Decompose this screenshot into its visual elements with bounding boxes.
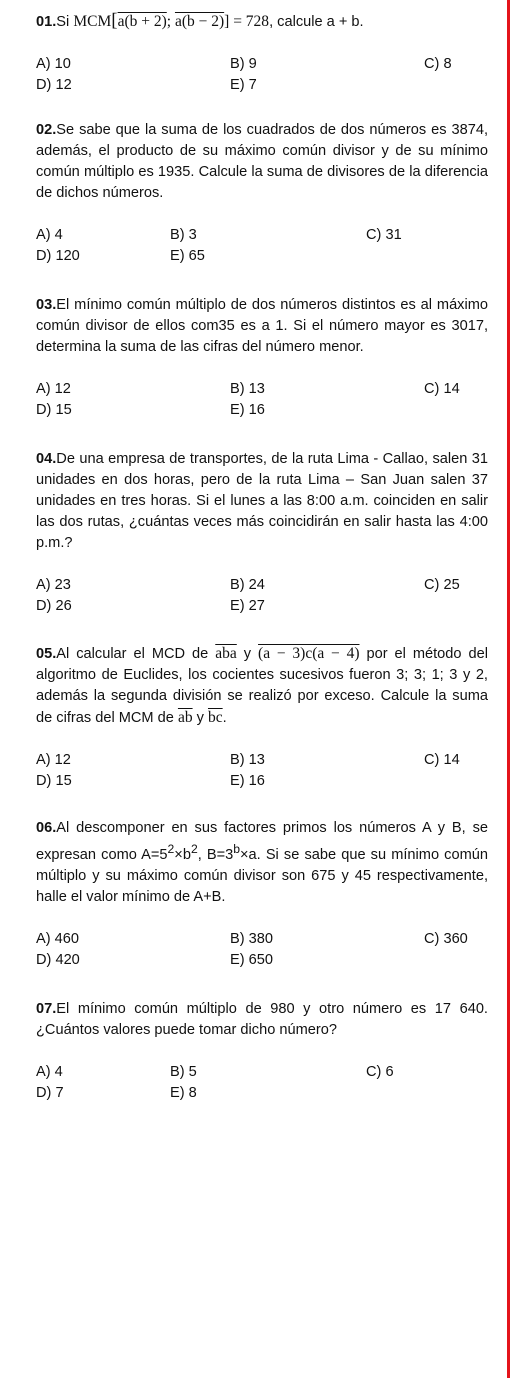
options-list xyxy=(36,929,488,971)
option-c[interactable]: C) 31 xyxy=(366,227,402,243)
option-d[interactable]: D) 15 xyxy=(36,402,72,418)
question-statement xyxy=(36,10,488,33)
option-d[interactable]: D) 15 xyxy=(36,773,72,789)
statement-text: Al descomponer en sus factores primos los números A y B, se expresan como A=5 xyxy=(36,820,488,863)
option-c[interactable]: C) 14 xyxy=(424,752,460,768)
math-overline-term: $\overline{aba}$ xyxy=(215,645,237,662)
question-statement xyxy=(36,449,488,554)
option-e[interactable]: E) 27 xyxy=(230,598,265,614)
statement-text: ×b xyxy=(174,846,191,863)
option-a[interactable]: A) 12 xyxy=(36,381,71,397)
question-number: 06. xyxy=(36,820,57,836)
options-list xyxy=(36,225,488,267)
question-07 xyxy=(36,999,488,1104)
exponent: 2 xyxy=(190,842,198,856)
options-list xyxy=(36,1062,488,1104)
question-04 xyxy=(36,449,488,617)
question-number: 02. xyxy=(36,122,57,138)
option-a[interactable]: A) 4 xyxy=(36,1063,63,1080)
options-list xyxy=(36,379,488,421)
statement-text: ×a. Si se sabe que su mínimo común múltiplo y su máximo común divisor son 675 y 45 respectivamente, halle el valor mínimo de A+B. xyxy=(36,846,488,905)
option-d[interactable]: D) 12 xyxy=(36,77,72,93)
question-statement xyxy=(36,999,488,1041)
option-e[interactable]: E) 65 xyxy=(170,248,205,264)
statement-text: , B=3 xyxy=(197,846,234,863)
statement-text: Se sabe que la suma de los cuadrados de dos números es 3874, además, el producto de su máximo común divisor y de su mínimo común múltiplo es 1935. Calcule la suma de divisores de la diferencia de dichos números. xyxy=(36,122,488,201)
option-a[interactable]: A) 460 xyxy=(36,930,79,947)
option-c[interactable]: C) 8 xyxy=(424,56,452,72)
option-a[interactable]: A) 12 xyxy=(36,752,71,768)
option-b[interactable]: B) 5 xyxy=(170,1063,197,1080)
statement-text: Al calcular el MCD de xyxy=(56,646,216,662)
question-statement xyxy=(36,120,488,204)
option-c[interactable]: C) 25 xyxy=(424,577,460,593)
options-list xyxy=(36,54,488,96)
option-a[interactable]: A) 4 xyxy=(36,227,63,243)
question-number: 04. xyxy=(36,451,57,467)
statement-text: . xyxy=(222,710,227,726)
statement-text: De una empresa de transportes, de la ruta Lima - Callao, salen 31 unidades en dos horas, pero de la ruta Lima – San Juan salen 37 unidades en tres horas. Si el lunes a las 8:00 a.m. coinciden en salir las dos rutas, ¿cuántas veces más coincidirán en salir hasta las 4:00 p.m.? xyxy=(36,451,488,551)
option-e[interactable]: E) 650 xyxy=(230,951,273,968)
margin-rule xyxy=(507,0,510,1378)
math-overline-term: a(b − 2) xyxy=(174,13,225,30)
option-c[interactable]: C) 360 xyxy=(424,930,468,947)
option-e[interactable]: E) 16 xyxy=(230,402,265,418)
exponent: b xyxy=(233,842,241,856)
option-e[interactable]: E) 7 xyxy=(230,77,257,93)
question-statement xyxy=(36,818,488,908)
question-06 xyxy=(36,818,488,971)
statement-text: , calcule a + b. xyxy=(269,14,364,30)
statement-text: y xyxy=(236,646,259,662)
math-overline-term: (a − 3)c(a − 4) xyxy=(258,645,360,662)
option-b[interactable]: B) 9 xyxy=(230,56,257,72)
statement-text: Si xyxy=(56,14,74,30)
question-number: 01. xyxy=(36,14,57,30)
option-a[interactable]: A) 23 xyxy=(36,577,71,593)
math-separator: ; xyxy=(166,13,175,30)
option-c[interactable]: C) 6 xyxy=(366,1063,394,1080)
question-02 xyxy=(36,120,488,267)
exponent: 2 xyxy=(167,842,175,856)
option-e[interactable]: E) 8 xyxy=(170,1084,197,1101)
question-statement xyxy=(36,295,488,358)
question-number: 07. xyxy=(36,1000,57,1017)
option-d[interactable]: D) 7 xyxy=(36,1084,64,1101)
question-01 xyxy=(36,10,488,96)
statement-text: y xyxy=(192,710,208,726)
math-overline-term: $\overline{ab}$ xyxy=(177,709,193,726)
option-b[interactable]: B) 24 xyxy=(230,577,265,593)
question-number: 05. xyxy=(36,646,57,662)
statement-text: El mínimo común múltiplo de 980 y otro número es 17 640. ¿Cuántos valores puede tomar dicho número? xyxy=(36,1000,488,1038)
options-list xyxy=(36,750,488,792)
option-b[interactable]: B) 3 xyxy=(170,227,197,243)
math-bracket-close: ] = 728 xyxy=(224,13,270,30)
option-a[interactable]: A) 10 xyxy=(36,56,71,72)
options-list xyxy=(36,575,488,617)
option-d[interactable]: D) 26 xyxy=(36,598,72,614)
option-b[interactable]: B) 13 xyxy=(230,752,265,768)
option-d[interactable]: D) 120 xyxy=(36,248,80,264)
statement-text: El mínimo común múltiplo de dos números distintos es al máximo común divisor de ellos com35 es a 1. Si el número mayor es 3017, determina la suma de las cifras del número menor. xyxy=(36,297,488,355)
math-mcm: MCM xyxy=(73,13,112,30)
question-number: 03. xyxy=(36,297,57,313)
option-b[interactable]: B) 13 xyxy=(230,381,265,397)
exercise-sheet xyxy=(36,10,488,1104)
math-overline-term: $\overline{bc}$ xyxy=(207,709,223,726)
statement-text: por el método del algoritmo de Euclides, los cocientes sucesivos fueron 3; 3; 1; 3 y 2, además la segunda división se realizó por exceso. Calcule la suma de cifras del MCM de xyxy=(36,646,488,726)
option-b[interactable]: B) 380 xyxy=(230,930,273,947)
option-c[interactable]: C) 14 xyxy=(424,381,460,397)
question-05 xyxy=(36,643,488,792)
math-overline-term: a(b + 2) xyxy=(117,13,167,30)
question-statement xyxy=(36,643,488,729)
option-e[interactable]: E) 16 xyxy=(230,773,265,789)
option-d[interactable]: D) 420 xyxy=(36,951,80,968)
math-bracket-open: [ xyxy=(111,10,118,31)
question-03 xyxy=(36,295,488,421)
